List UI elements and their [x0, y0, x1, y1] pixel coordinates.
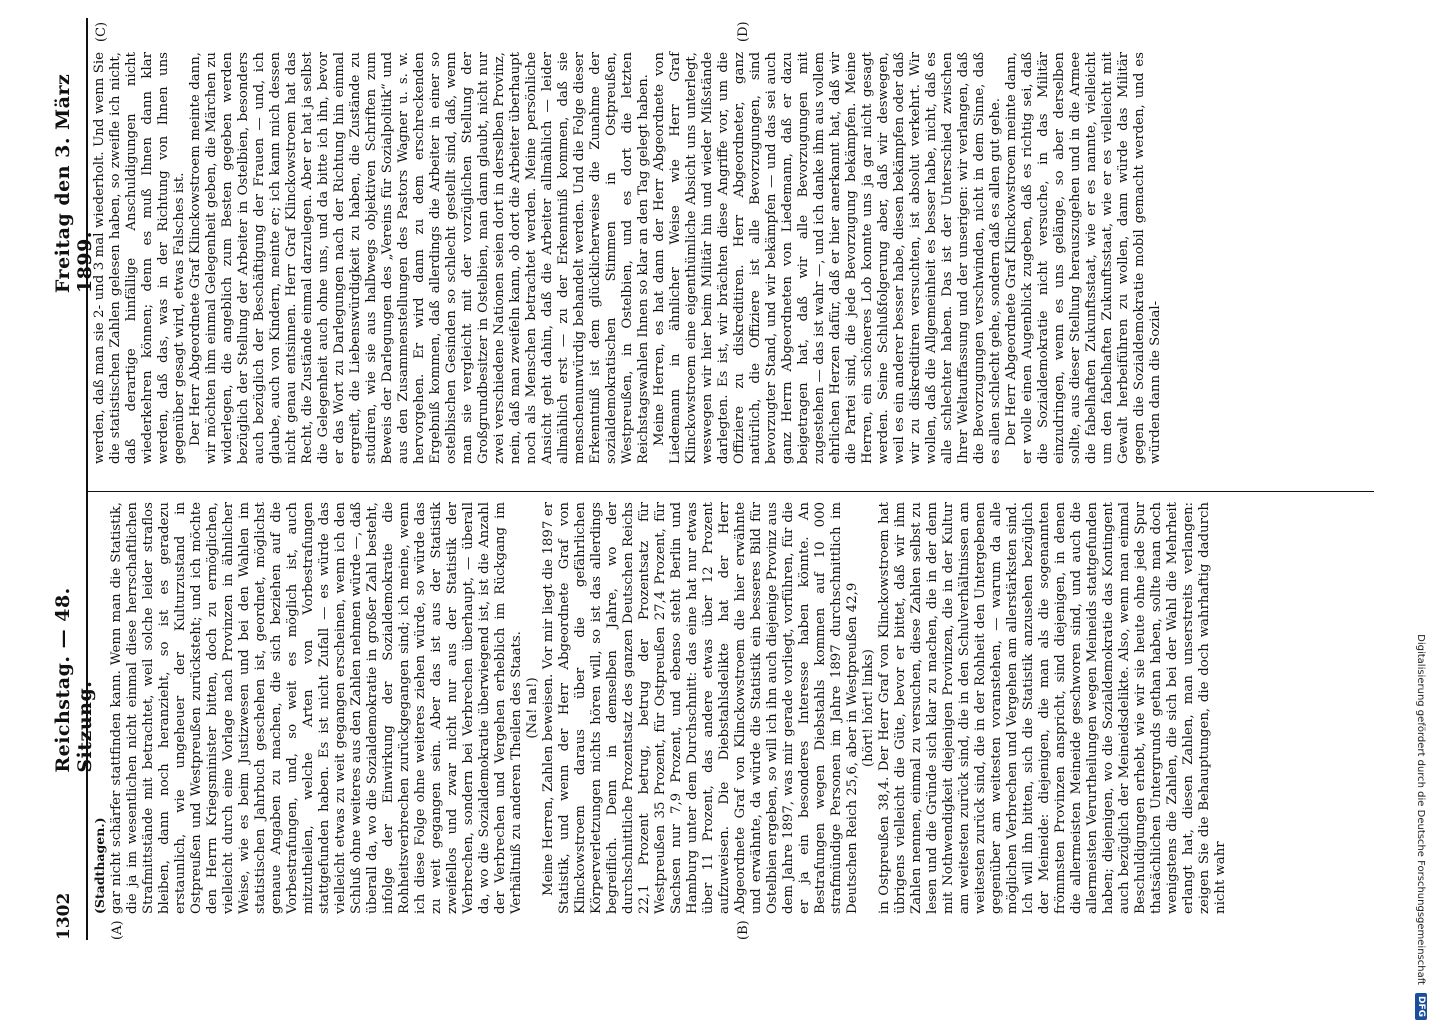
right-paragraph-4: Der Herr Abgeordnete Graf Klinckowstroem meinte dann, er wolle einen Augenblick zugeben, daß es richtig sei, daß die Sozialdemokratie nicht versuche, in das Militär einzudringen, wenn es uns gelänge, so aber derselben sollte, aus dieser Stellung herauszugehen und in die Armee die fabelhaften Zukunftsstaat, wie er es nannte, vielleicht um den fabelhaften Zukunftsstaat, wie er es vielleicht mit Gewalt herbeiführen zu wollen, dann würde das Militär gegen die Sozialdemokratie mobil gemacht werden, und es würden dann die Sozial-	[1004, 52, 1163, 464]
margin-marker-b: (B)	[736, 920, 751, 940]
digitization-credit-strip	[1412, 40, 1430, 1020]
running-head	[52, 30, 96, 940]
left-paragraph-3: in Ostpreußen 38,4. Der Herr Graf von Klinckowstroem hat übrigens vielleicht die Güte, bevor er bittet, daß wir ihm Zahlen nennen, einmal zu versuchen, diese Zahlen selbst zu lesen und die Gründe sich klar zu machen, die in der denn mit Nothwendigkeit diejenigen Provinzen, die in der Kultur am weitesten zurück sind, die in den Schulverhältnissen am weitesten zurück sind, die in der Rohheit den Untergebenen gegenüber am weitesten voranstehen, — warum da alle möglichen Verbrechen und Vergehen am allerstärksten sind. Ich will ihn bitten, sich die Statistik anzusehen bezüglich der Meineide: diejenigen, die man als die sogenannten frömmsten Provinzen anspricht, sind diejenigen, in denen die allermeisten Meineide geschworen sind, und auch die allermeisten Verurtheilungen wegen Meineids stattgefunden haben; diejenigen, wo die Sozialdemokratie das Kontingent auch bezüglich der Meineidsdelikte. Also, wenn man einmal Beschuldigungen erhebt, wie wir sie heute ohne jede Spur thatsächlichen Untergrunds gethan haben, sollte man doch wenigstens die Zahlen, die sich bei der Wahl die Mehrheit erlangt hat, diesen Zahlen, man unserstreits verlangen: zeigen Sie die Behauptungen, die doch wahrhaftig dadurch nicht wahr	[877, 502, 1228, 914]
session-title: Reichstag. — 48. Sitzung.	[52, 587, 96, 773]
dfg-logo: DFG	[1415, 993, 1427, 1020]
right-paragraph-1: werden, daß man sie 2- und 3 mal wiederholt. Und wenn Sie die statistischen Zahlen gelesen haben, so zweifle ich nicht, daß derartige hinfällige Anschuldigungen nicht wiederkehren können; denn es muß Ihnen dann klar werden, daß das, was in der Richtung von Ihnen uns gegenüber gesagt wird, etwas Falsches ist.	[92, 52, 187, 464]
digitization-credit: Digitalisierung gefördert durch die Deutsche Forschungsgemeinschaft	[1415, 634, 1427, 985]
issue-date: Freitag den 3. März 1899.	[52, 73, 96, 294]
right-column	[92, 52, 1164, 464]
credit-line	[1412, 40, 1430, 1020]
right-paragraph-2: Der Herr Abgeordnete Graf Klinckowstroem meinte dann, wir möchten ihm einmal Gelegenheit geben, die Märchen zu widerlegen, die angeblich zum Besten gegeben werden bezüglich der Stellung der Arbeiter in Ostelbien, besonders auch bezüglich der Beschäftigung der Frauen — und, ich glaube, auch von Kindern, meinte er; ich kann mich dessen nicht genau entsinnen. Herr Graf Klinckowstroem hat das Recht, die Zustände einmal darzulegen. Aber er hat ja selbst die Gelegenheit auch ohne uns, und da bitte ich ihn, bevor er das Wort zu Darlegungen nach der Richtung hin einmal ergreift, die Liebenswürdigkeit zu haben, die Zustände zu studiren, wie sie aus halbwegs objektiven Schriften zum Beweis der Darlegungen des „Vereins für Sozialpolitik“ und aus den Zusammenstellungen des Pastors Wagner u. s. w. hervorgehen. Er wird dann zu dem erschreckenden Ergebniß kommen, daß allerdings die Arbeiter in einer so ostelbischen Gesinden so schlecht gestellt sind, daß, wenn man sie vergleicht mit der vorzüglichen Stellung der Großgrundbesitzer in Ostelbien, man dann glaubt, nicht nur zwei verschiedene Nationen seien dort in derselben Provinz, nein, daß man zweifeln kann, ob dort die Arbeiter überhaupt noch als Menschen betrachtet werden. Meine persönliche Ansicht geht dahin, daß die Arbeiter allmählich — leider allmählich erst — zu der Erkenntniß kommen, daß sie menschenunwürdig behandelt werden. Und die Folge dieser Erkenntniß ist dem glücklicherweise die Zunahme der sozialdemokratischen Stimmen in Ostpreußen, Westpreußen, in Ostelbien, und es dort die letzten Reichstagswahlen Ihnen so klar an den Tag gelegt haben.	[188, 52, 651, 464]
left-paragraph-2: Meine Herren, Zahlen beweisen. Vor mir liegt die 1897 er Statistik, und wenn der Herr Abgeordnete Graf von Klinckowstroem daraus über die gefährlichen Körperverletzungen nichts hören will, so ist das allerdings begreiflich. Denn in demselben Jahre, wo der durchschnittliche Prozentsatz des ganzen Deutschen Reichs 22,1 Prozent betrug, betrug der Prozentsatz für Westpreußen 35 Prozent, für Ostpreußen 27,4 Prozent, für Sachsen nur 7,9 Prozent, und ebenso steht Berlin und Hamburg unter dem Durchschnitt: das eine hat nur etwas über 11 Prozent, das andere etwas über 12 Prozent aufzuweisen. Die Diebstahlsdelikte hat der Herr Abgeordnete Graf von Klinckowstroem die hier erwähnte und erwähnte, da würde die Statistik ein besseres Bild für Ostelbien ergeben, so will ich ihn auch diejenige Provinz aus dem Jahre 1897, was mir gerade vorliegt, vorführen, für die er ja ein besonderes Interesse haben könnte. An Bestrafungen wegen Diebstahls kommen auf 10 000 strafmündige Personen im Jahre 1897 durchschnittlich im Deutschen Reich 25,6, aber in Westpreußen 42,9	[541, 502, 860, 914]
running-head-titles	[52, 30, 96, 773]
left-column	[92, 502, 1229, 914]
margin-marker-d: (D)	[736, 21, 751, 42]
left-paragraph-1: gar nicht schärfer stattfinden kann. Wenn man die Statistik, die ja im wesentlichen nicht einmal diese herrschaftlichen Strafmittstände mit betrachtet, weil solche leider straflos bleiben, dann noch heranzieht, so ist es geradezu erstaunlich, wie ungeheuer der Kulturzustand in Ostpreußen und Westpreußen zurücksteht; und ich möchte den Herrn Kriegsminister bitten, doch zu ermöglichen, vielleicht durch eine Vorlage nach Provinzen in ähnlicher Weise, wie es beim Justizwesen und bei den Wahlen im statistischen Jahrbuch geschehen ist, geordnet, möglichst genaue Angaben zu machen, die sich beziehen auf die Vorbestrafungen, und, so weit es möglich ist, auch mitzutheilen, welche Arten von Vorbestrafungen stattgefunden haben. Es ist nicht Zufall — es würde das vielleicht etwas zu weit gegangen erscheinen, wenn ich den Schluß ohne weiteres aus den Zahlen nehmen würde —, daß überall da, wo die Sozialdemokratie in großer Zahl besteht, infolge der Einwirkung der Sozialdemokratie die Rohheitsverbrechen zurückgegangen sind; ich meine, wenn ich diese Folge ohne weiteres ziehen würde, so würde das zu weit gegangen sein. Aber das ist aus der Statistik zweifellos und zwar nicht nur aus der Statistik der Verbrechen, sondern bei Verbrechen überhaupt, — überall da, wo die Sozialdemokratie überwiegend ist, ist die Anzahl der Verbrechen und Vergehen erheblich im Rückgang im Verhältniß zu anderen Theilen des Staats.	[109, 502, 524, 914]
right-paragraph-3: Meine Herren, es hat dann der Herr Abgeordnete von Liedemann in ähnlicher Weise wie Herr Graf Klinckowstroem eine eigenthümliche Absicht uns unterlegt, weswegen wir hier beim Militär hin und wieder Mißstände darlegten. Es ist, wir brächten diese Angriffe vor, um die Offiziere zu diskreditiren. Herr Abgeordneter, ganz natürlich, die Offiziere ist alle Bevorzugungen, sind bevorzugter Stand, und wir bekämpfen — und das sei auch ganz Herrn Abgeordneten von Liedemann, daß er dazu beigetragen hat, daß wir alle Bevorzugungen mit zugestehen — das ist wahr —, und ich danke ihm aus vollem ehrlichen Herzen dafür, daß er hier anerkannt hat, daß wir die Partei sind, die jede Bevorzugung bekämpfen. Meine Herren, ein schöneres Lob konnte uns ja gar nicht gesagt werden. Seine Schlußfolgerung aber, daß wir deswegen, weil es ein anderer besser habe, diesen bekämpfen oder daß wir zu diskreditiren versuchten, ist absolut verkehrt. Wir wollen, daß die Allgemeinheit es besser habe, nicht, daß es alle schlechter haben. Das ist der Unterschied zwischen Ihrer Weltauffassung und der unserigen: wir verlangen, daß die Bevorzugungen verschwinden, nicht in dem Sinne, daß es allen schlecht gehe, sondern daß es allen gut gehe.	[652, 52, 1003, 464]
page-number: 1302	[54, 892, 74, 940]
speaker-kicker: (Stadthagen.)	[92, 817, 107, 914]
column-divider	[88, 491, 1374, 492]
interjection-hoert: (hört! hört! links)	[861, 649, 876, 768]
margin-marker-c: (C)	[94, 21, 109, 42]
interjection-na-na: (Na! na!)	[525, 677, 540, 739]
margin-marker-a: (A)	[110, 920, 125, 940]
header-rule	[86, 18, 88, 940]
